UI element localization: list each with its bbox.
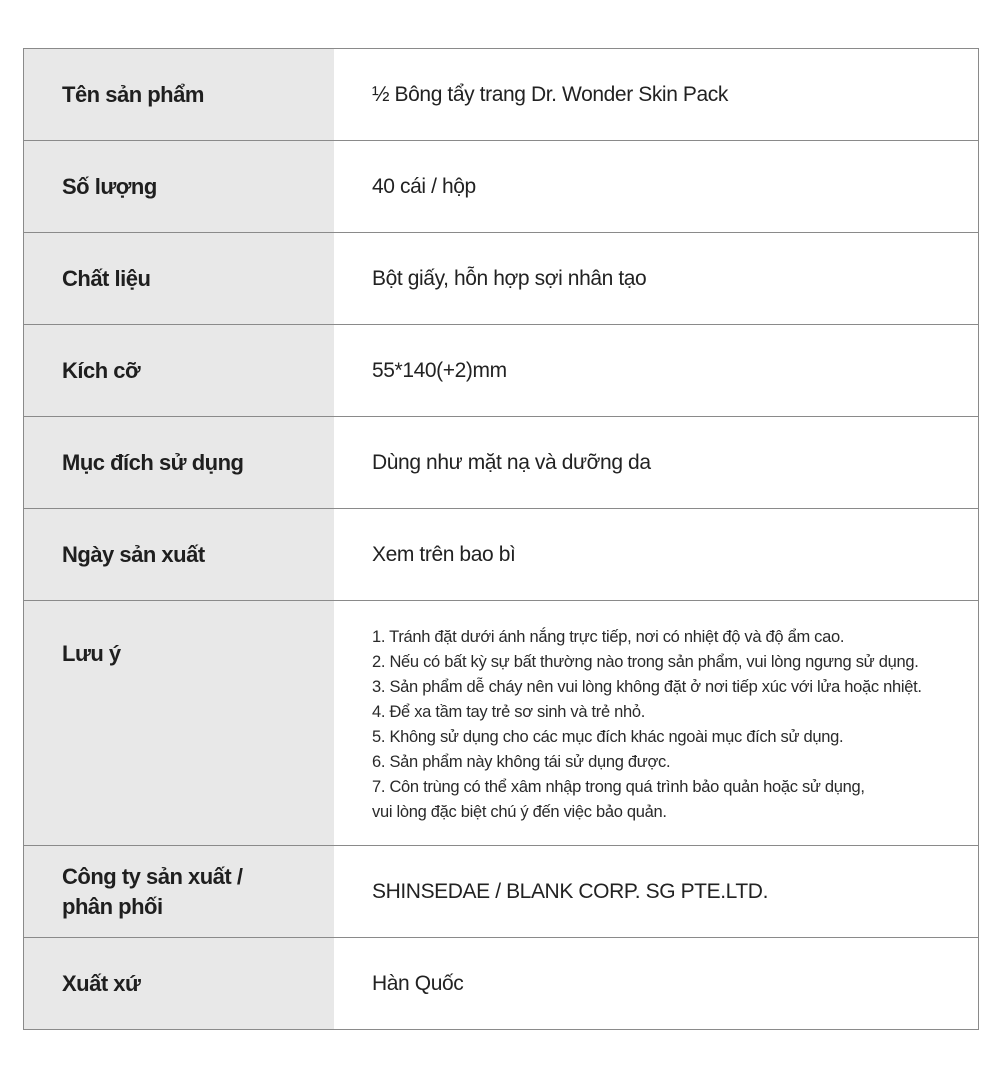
note-line: 3. Sản phẩm dễ cháy nên vui lòng không đặt ở nơi tiếp xúc với lửa hoặc nhiệt.: [372, 678, 922, 696]
label-material: Chất liệu: [24, 233, 334, 324]
value-product-name: ½ Bông tẩy trang Dr. Wonder Skin Pack: [334, 49, 978, 140]
note-line: 4. Để xa tầm tay trẻ sơ sinh và trẻ nhỏ.: [372, 703, 646, 721]
value-purpose: Dùng như mặt nạ và dưỡng da: [334, 417, 978, 508]
notes-list: [372, 625, 922, 825]
note-line: 1. Tránh đặt dưới ánh nắng trực tiếp, nơi có nhiệt độ và độ ẩm cao.: [372, 628, 845, 646]
value-quantity: 40 cái / hộp: [334, 141, 978, 232]
note-line: vui lòng đặc biệt chú ý đến việc bảo quản.: [372, 803, 667, 821]
value-material: Bột giấy, hỗn hợp sợi nhân tạo: [334, 233, 978, 324]
row-quantity: [24, 141, 978, 233]
row-origin: [24, 938, 978, 1030]
row-purpose: [24, 417, 978, 509]
label-origin: Xuất xứ: [24, 938, 334, 1029]
label-manufacturer-line2: phân phối: [62, 893, 163, 919]
row-product-name: [24, 49, 978, 141]
note-line: 2. Nếu có bất kỳ sự bất thường nào trong sản phẩm, vui lòng ngưng sử dụng.: [372, 653, 919, 671]
note-line: 7. Côn trùng có thể xâm nhập trong quá trình bảo quản hoặc sử dụng,: [372, 778, 865, 796]
label-notes: Lưu ý: [24, 601, 334, 845]
value-notes: [334, 601, 978, 845]
note-line: 6. Sản phẩm này không tái sử dụng được.: [372, 753, 671, 771]
note-line: 5. Không sử dụng cho các mục đích khác ngoài mục đích sử dụng.: [372, 728, 844, 746]
row-size: [24, 325, 978, 417]
value-size: 55*140(+2)mm: [334, 325, 978, 416]
label-manufacturer-line1: Công ty sản xuất /: [62, 863, 243, 889]
row-material: [24, 233, 978, 325]
product-spec-table: [23, 48, 979, 1030]
label-size: Kích cỡ: [24, 325, 334, 416]
value-origin: Hàn Quốc: [334, 938, 978, 1029]
value-manufacturer: SHINSEDAE / BLANK CORP. SG PTE.LTD.: [334, 846, 978, 937]
label-manufacture-date: Ngày sản xuất: [24, 509, 334, 600]
label-product-name: Tên sản phẩm: [24, 49, 334, 140]
label-purpose: Mục đích sử dụng: [24, 417, 334, 508]
label-manufacturer: [24, 846, 334, 937]
value-manufacture-date: Xem trên bao bì: [334, 509, 978, 600]
row-notes: [24, 601, 978, 846]
label-quantity: Số lượng: [24, 141, 334, 232]
row-manufacture-date: [24, 509, 978, 601]
row-manufacturer: [24, 846, 978, 938]
